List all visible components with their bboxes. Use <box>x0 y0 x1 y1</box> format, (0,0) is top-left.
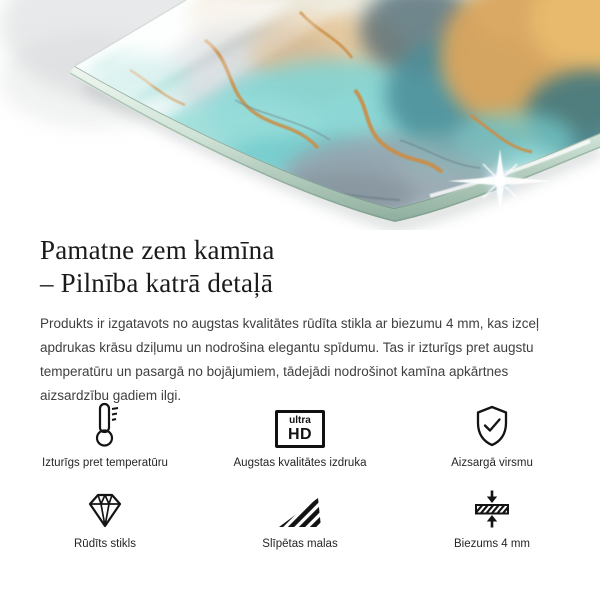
thickness-icon <box>397 487 587 529</box>
feature-label: Slīpētas malas <box>262 538 338 550</box>
ultra-hd-icon-text-bottom: HD <box>287 426 313 443</box>
feature-polished-edges <box>205 487 395 550</box>
feature-tempered-glass <box>10 487 200 550</box>
feature-label: Biezums 4 mm <box>453 538 531 550</box>
ultra-hd-icon-text-top: ultra <box>289 415 311 426</box>
page-title <box>40 234 572 300</box>
intro-section <box>40 234 572 300</box>
product-image <box>0 0 600 230</box>
feature-print-quality <box>205 400 395 469</box>
diamond-icon <box>10 487 200 529</box>
feature-temperature-resistant <box>10 400 200 469</box>
thermometer-icon <box>10 400 200 448</box>
beveled-edges-icon <box>205 487 395 529</box>
feature-label: Augstas kvalitātes izdruka <box>233 457 367 469</box>
glass-panel-art <box>0 0 600 230</box>
feature-surface-protection <box>397 400 587 469</box>
page-title-line1: Pamatne zem kamīna <box>40 235 275 265</box>
product-description: Produkts ir izgatavots no augstas kvalitātes rūdīta stikla ar biezumu 4 mm, kas izceļ apdrukas krāsu dziļumu un nodrošina elegantu spīdumu. Tas ir izturīgs pret augstu temperatūru un pasargā no bojājumiem, tādejādi nodrošinot kamīna apkārtnes aizsardzību gadiem ilgi. <box>40 316 539 403</box>
page-title-line2: – Pilnība katrā detaļā <box>40 268 274 298</box>
shield-check-icon <box>397 400 587 448</box>
feature-label: Aizsargā virsmu <box>451 457 533 469</box>
feature-thickness <box>397 487 587 550</box>
feature-label: Izturīgs pret temperatūru <box>42 457 168 469</box>
ultra-hd-icon <box>205 400 395 448</box>
feature-label: Rūdīts stikls <box>74 538 136 550</box>
